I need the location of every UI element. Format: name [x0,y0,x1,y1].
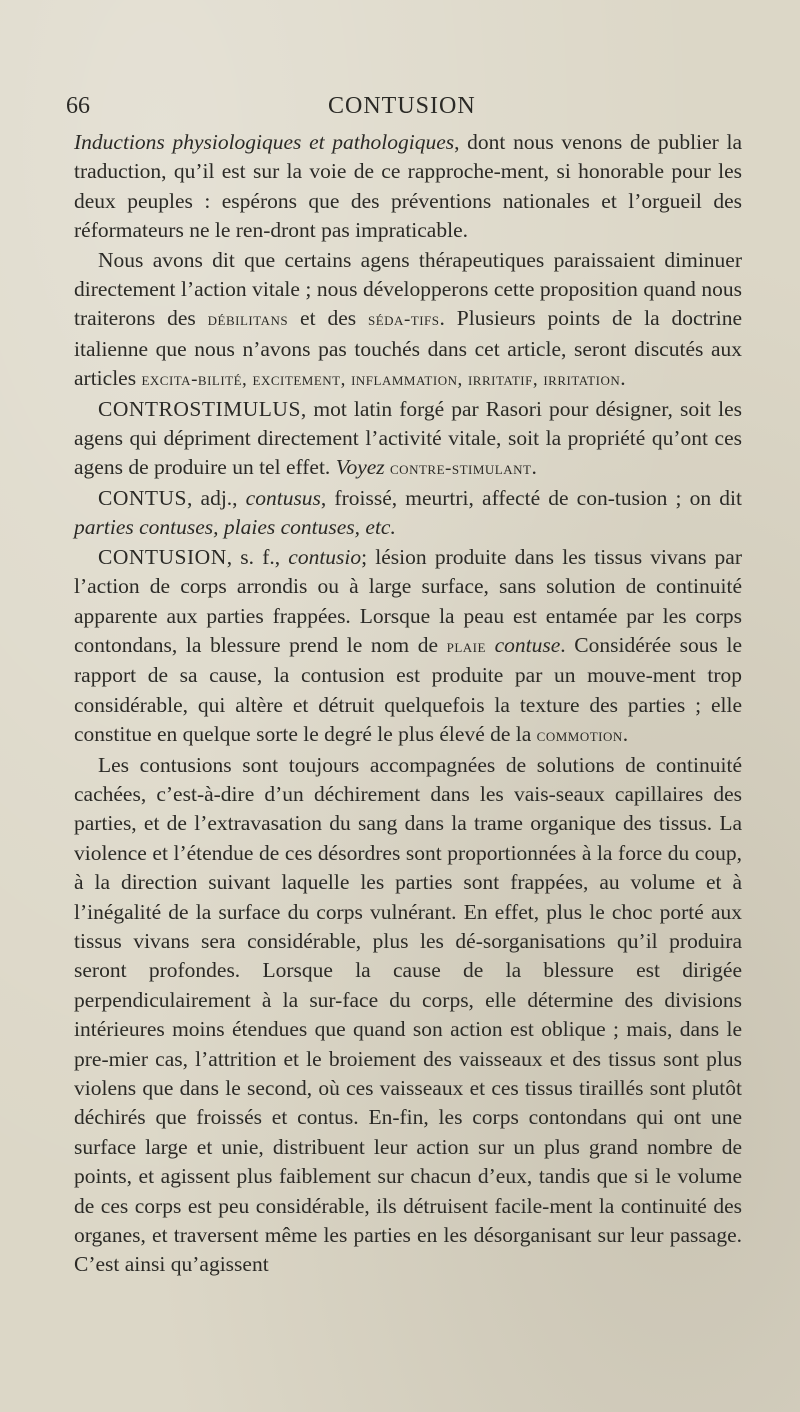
paragraph [74,246,742,395]
text-run: Inductions physiologiques et pathologiques [74,130,455,154]
text-run: plaie [446,635,486,657]
text-run: CONTUSION [98,544,227,569]
paragraph [74,484,742,543]
text-run: parties contuses, plaies contuses, etc. [74,515,396,540]
text-run: commotion [536,725,623,747]
text-run: , adj., [187,485,246,510]
text-run: , froissé, meurtri, affecté de con-tusion ; on dit [320,485,742,510]
text-run: contuse [494,632,561,657]
text-run: débilitans [207,309,289,331]
text-run: , mot latin forgé par Rasori pour désigner, soit les agens qui dépriment directement l’activité vitale, soit la propriété qu’ont ces agens de produire un tel effet. [74,396,742,480]
text-run: , dont nous venons de publier la traduction, qu’il est sur la voie de ce rapproche-ment, si honorable pour les deux peuples : espérons que des préventions nationales et l’orgueil des réformateurs ne le ren-dront pas impraticable. [74,130,742,243]
text-run: contusio [288,544,362,569]
page-number: 66 [66,93,90,119]
text-run: contusus [245,485,321,510]
text-run: . Considérée sous le rapport de sa cause, la contusion est produite par un mouve-ment trop considérable, qui altère et détruit quelquefois la texture des parties ; elle constitue en quelque sorte le degré le plus élevé de la [74,632,742,747]
text-run: . [531,455,537,480]
text-run: contre-stimulant [390,458,532,480]
paragraph [74,543,742,751]
text-run: Les contusions sont toujours accompagnées de solutions de continuité cachées, c’est-à-dire d’un déchirement dans les vais-seaux capillaires des parties, et de l’extravasation du sang dans la trame organique des tissus. La violence et l’étendue de ces désordres sont proportionnées à la force du coup, à la direction suivant laquelle les parties sont frappées, au volume et à l’inégalité de la surface du corps vulnérant. En effet, plus le choc porté aux tissus vivans sera considérable, plus les dé-sorganisations qu’il produira seront profondes. Lorsque la cause de la blessure est dirigée perpendiculairement à la sur-face du corps, elle détermine des divisions intérieures moins étendues que quand son action est oblique ; mais, dans le pre-mier cas, l’attrition et le broiement des vaisseaux et des tissus sont plus violens que dans le second, où ces vaisseaux et ces tissus tiraillés sont plutôt déchirés que froissés et contus. En-fin, les corps contondans qui ont une surface large et unie, distribuent leur action sur un plus grand nombre de points, et agissent plus faiblement sur chacun d’eux, tandis que si le volume de ces corps est peu considérable, ils détruisent facile-ment la continuité des organes, et traversent même les parties en les désorganisant sur leur passage. C’est ainsi qu’agissent [74,752,742,1277]
text-run: ; lésion produite dans les tissus vivans par l’action de corps arrondis ou à large surface, sans solution de continuité apparente aux parties frappées. Lorsque la peau est entamée par les corps contondans, la blessure prend le nom de [74,544,742,657]
text-run: CONTROSTIMULUS [98,396,301,421]
text-run: . [622,722,629,747]
text-run: . [620,366,626,391]
page-body [74,128,742,1280]
paragraph [74,395,742,484]
text-run: et des [288,306,368,331]
text-run [486,633,495,657]
text-run: . Plusieurs points de la doctrine italienne que nous n’avons pas touchés dans cet article, seront discutés aux articles [74,306,742,391]
text-run: Voyez [335,455,385,480]
text-run: séda-tifs [368,309,440,331]
running-head: CONTUSION [328,93,476,119]
text-run: excita-bilité, excitement, inflammation, irritatif, irritation [141,369,621,391]
text-run: , s. f., [226,544,289,569]
page-header [66,93,746,129]
text-run: Nous avons dit que certains agens thérapeutiques paraissaient diminuer directement l’action vitale ; nous développerons cette proposition quand nous traiterons des [74,247,742,331]
text-run: CONTUS [98,485,188,510]
paragraph [74,128,742,246]
paragraph [74,751,742,1280]
